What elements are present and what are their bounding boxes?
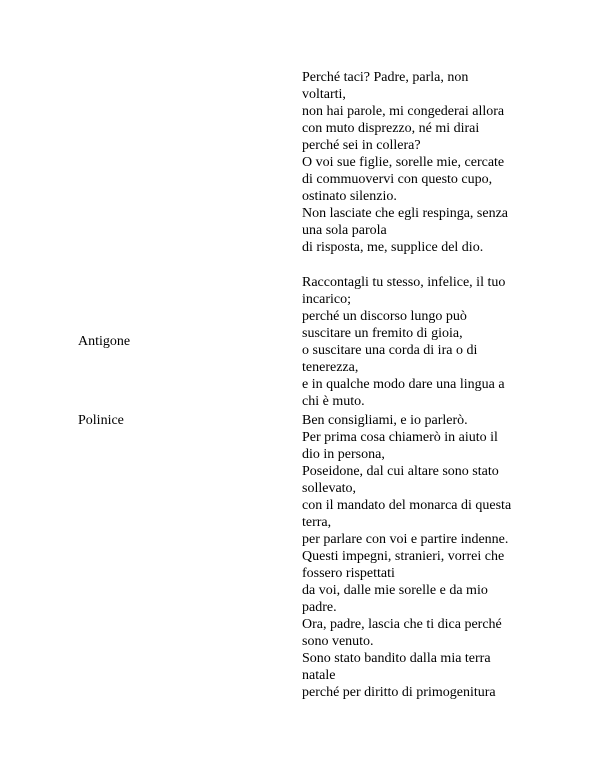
verse-line: padre.	[302, 600, 337, 615]
verse-line: voltarti,	[302, 87, 346, 102]
verse-line: ostinato silenzio.	[302, 189, 397, 204]
verse-line: Per prima cosa chiamerò in aiuto il	[302, 430, 498, 445]
verse-line: chi è muto.	[302, 394, 365, 409]
verse-line: terra,	[302, 515, 332, 530]
verse-line: tenerezza,	[302, 360, 359, 375]
verse-line: Questi impegni, stranieri, vorrei che	[302, 549, 505, 564]
verse-line: Perché taci? Padre, parla, non	[302, 70, 469, 85]
verse-line: incarico;	[302, 292, 351, 307]
verse-line: sollevato,	[302, 481, 357, 496]
verse-line: non hai parole, mi congederai allora	[302, 104, 505, 119]
verse-line: natale	[302, 668, 336, 683]
verse-line: Ora, padre, lascia che ti dica perché	[302, 617, 502, 632]
verse-line: fossero rispettati	[302, 566, 395, 581]
verse-line: Poseidone, dal cui altare sono stato	[302, 464, 499, 479]
verse-line: per parlare con voi e partire indenne.	[302, 532, 509, 547]
verse-line: e in qualche modo dare una lingua a	[302, 377, 505, 392]
verse-line: di risposta, me, supplice del dio.	[302, 240, 484, 255]
speaker-name-antigone: Antigone	[78, 334, 131, 349]
verse-line: O voi sue figlie, sorelle mie, cercate	[302, 155, 505, 170]
verse-line: con il mandato del monarca di questa	[302, 498, 512, 513]
verse-line: una sola parola	[302, 223, 387, 238]
dialogue-block-antigone	[302, 274, 542, 410]
verse-line: perché un discorso lungo può	[302, 309, 467, 324]
dialogue-block-1	[302, 69, 542, 256]
verse-line: di commuovervi con questo cupo,	[302, 172, 493, 187]
verse-line: Non lasciate che egli respinga, senza	[302, 206, 509, 221]
dialogue-block-polinice	[302, 412, 542, 701]
speaker-name-polinice: Polinice	[78, 413, 124, 428]
verse-line: dio in persona,	[302, 447, 385, 462]
verse-line: sono venuto.	[302, 634, 374, 649]
verse-line: suscitare un fremito di gioia,	[302, 326, 463, 341]
verse-line: Sono stato bandito dalla mia terra	[302, 651, 491, 666]
verse-line: perché per diritto di primogenitura	[302, 685, 496, 700]
verse-line: perché sei in collera?	[302, 138, 421, 153]
verse-line: da voi, dalle mie sorelle e da mio	[302, 583, 488, 598]
verse-line: con muto disprezzo, né mi dirai	[302, 121, 480, 136]
verse-line: Ben consigliami, e io parlerò.	[302, 413, 468, 428]
verse-line: o suscitare una corda di ira o di	[302, 343, 478, 358]
verse-line: Raccontagli tu stesso, infelice, il tuo	[302, 275, 506, 290]
